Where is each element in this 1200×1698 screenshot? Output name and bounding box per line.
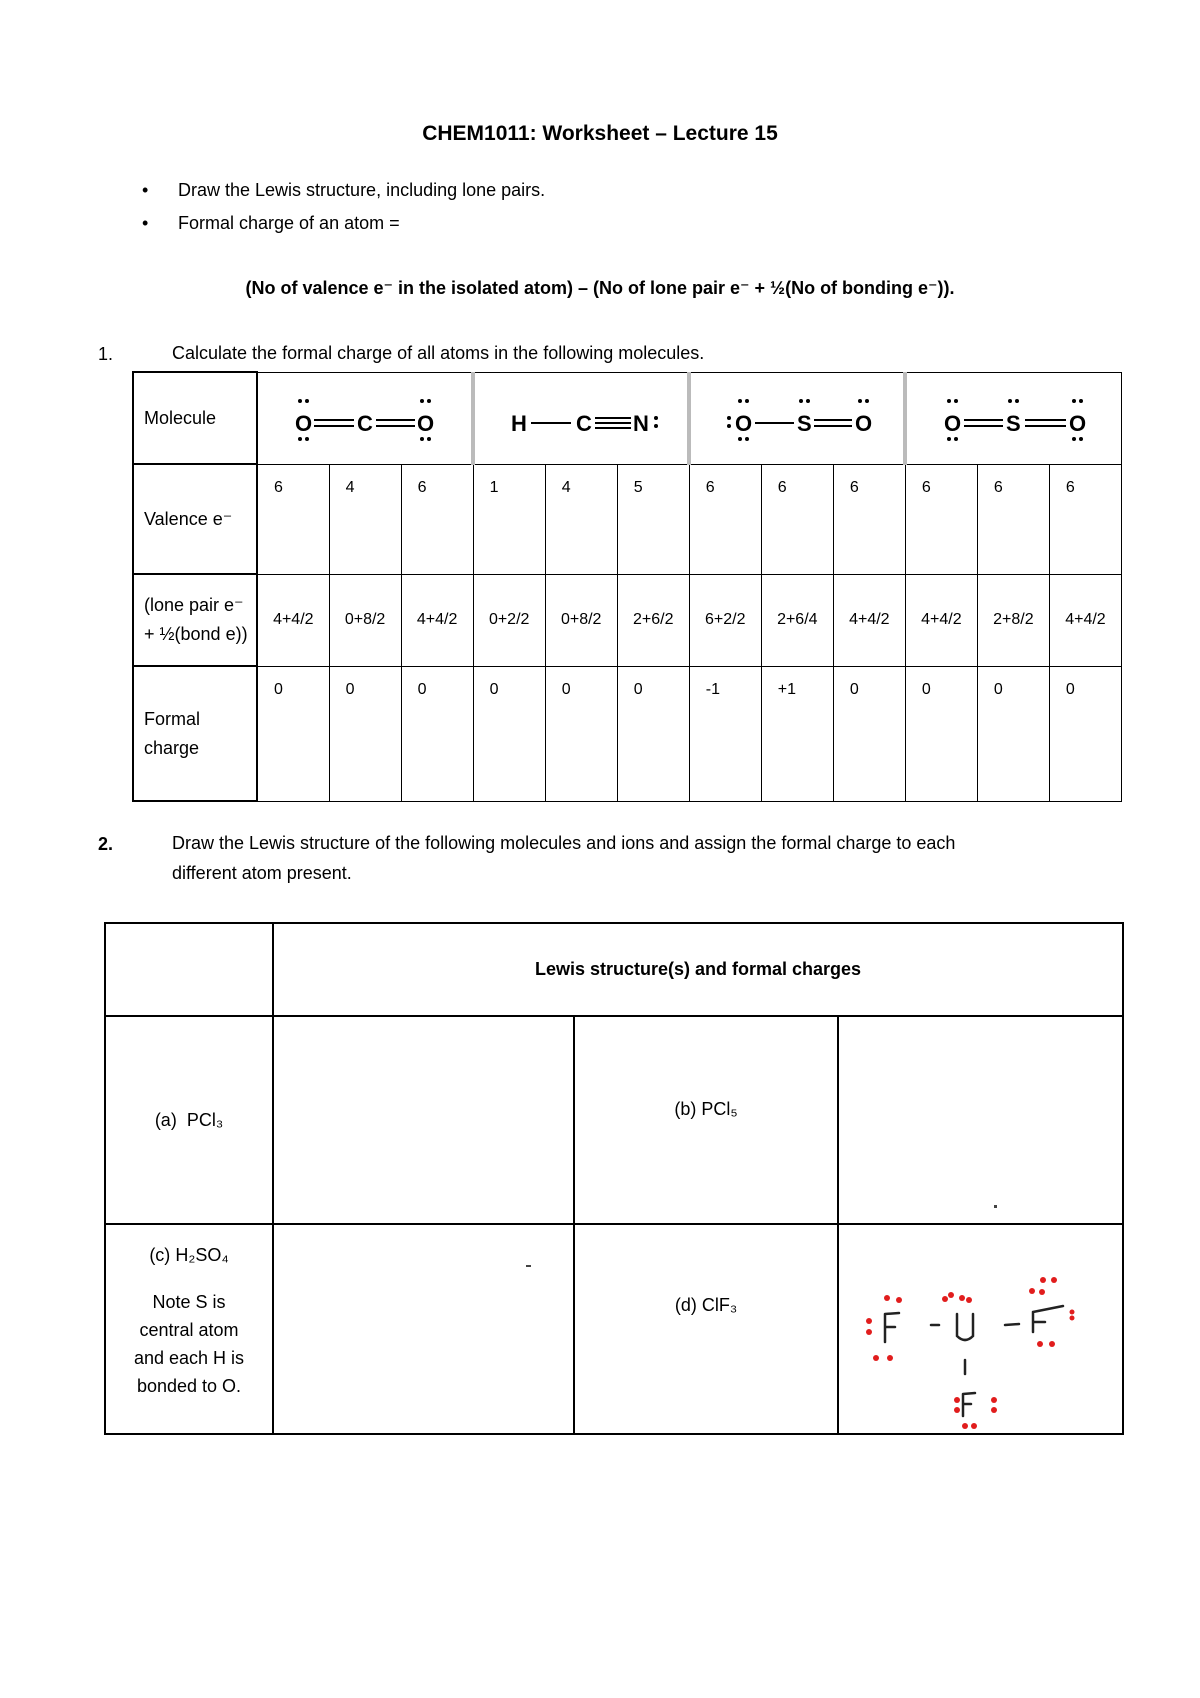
co2-atom-o2: O <box>416 411 434 436</box>
so2b-atom-o2: O <box>1069 411 1087 436</box>
lewis-structures-table <box>104 922 1124 1435</box>
lone-pair-cell: 2+8/2 <box>977 574 1049 666</box>
lone-pair-cell: 0+2/2 <box>473 574 545 666</box>
label-h2so4[interactable] <box>105 1224 273 1434</box>
formal-charge-cell: 0 <box>257 666 329 801</box>
answer-pcl5[interactable] <box>838 1016 1123 1224</box>
valence-cell: 6 <box>689 464 761 574</box>
label-h2so4-prefix: (c) <box>149 1245 171 1265</box>
valence-cell: 4 <box>545 464 617 574</box>
so2a-atom-o1: O <box>735 411 753 436</box>
label-clf3-prefix: (d) <box>674 1295 697 1315</box>
molecule-row <box>133 372 1122 464</box>
label-pcl3-formula: PCl₃ <box>186 1109 224 1130</box>
so2-expanded-structure <box>914 383 1114 453</box>
valence-cell: 6 <box>401 464 473 574</box>
formal-charge-cell: 0 <box>401 666 473 801</box>
co2-atom-o1: O <box>294 411 312 436</box>
lone-pair-cell: 2+6/2 <box>617 574 689 666</box>
page-title: CHEM1011: Worksheet – Lecture 15 <box>422 122 778 145</box>
valence-cell: 6 <box>761 464 833 574</box>
so2b-atom-s: S <box>1006 411 1021 436</box>
label-pcl5-formula: PCl₅ <box>701 1099 738 1119</box>
so2b-atom-o1: O <box>944 411 962 436</box>
so2-resonance-structure <box>697 383 897 453</box>
valence-cell: 6 <box>833 464 905 574</box>
valence-row <box>133 464 1122 574</box>
answer-h2so4[interactable] <box>273 1224 574 1434</box>
stray-mark <box>526 1265 531 1267</box>
formal-charge-cell: 0 <box>329 666 401 801</box>
valence-cell: 6 <box>1049 464 1121 574</box>
blank-corner-cell <box>105 923 273 1016</box>
bullet-marker: • <box>142 180 149 200</box>
molecule-so2-double-double <box>905 372 1121 464</box>
molecule-co2 <box>257 372 473 464</box>
lewis-row-ab <box>105 1016 1123 1224</box>
label-pcl3-prefix: (a) <box>154 1109 177 1130</box>
note-line-2: central atom <box>139 1320 239 1340</box>
lone-pair-cell: 4+4/2 <box>833 574 905 666</box>
formal-charge-cell: 0 <box>833 666 905 801</box>
note-line-1: Note S is <box>152 1292 226 1312</box>
hcn-atom-h: H <box>511 411 528 436</box>
row-header-molecule: Molecule <box>133 372 257 464</box>
bullet-marker: • <box>142 213 149 233</box>
label-h2so4-formula: H₂SO₄ <box>175 1245 229 1265</box>
row-header-formal-charge: Formal charge <box>133 666 257 801</box>
lone-pair-dots <box>866 1277 1075 1429</box>
formal-charge-cell: +1 <box>761 666 833 801</box>
formal-charge-cell: 0 <box>905 666 977 801</box>
label-pcl5[interactable] <box>574 1016 838 1224</box>
formal-charge-cell: 0 <box>545 666 617 801</box>
formal-charge-row <box>133 666 1122 801</box>
lone-pair-cell: 0+8/2 <box>545 574 617 666</box>
valence-cell: 6 <box>905 464 977 574</box>
note-line-4: bonded to O. <box>136 1376 242 1396</box>
note-line-3: and each H is <box>133 1348 245 1368</box>
lone-pair-cell: 4+4/2 <box>905 574 977 666</box>
lone-pair-cell: 2+6/4 <box>761 574 833 666</box>
lone-pair-cell: 4+4/2 <box>1049 574 1121 666</box>
formal-charge-table <box>132 371 1122 802</box>
formal-charge-formula: (No of valence e⁻ in the isolated atom) – (No of lone pair e⁻ + ½(No of bonding e⁻)). <box>245 278 955 298</box>
molecule-so2-single-double <box>689 372 905 464</box>
hcn-structure <box>481 383 681 453</box>
question-2-text-line-2: different atom present. <box>172 863 352 883</box>
molecule-hcn <box>473 372 689 464</box>
so2a-atom-s: S <box>797 411 812 436</box>
formal-charge-cell: 0 <box>977 666 1049 801</box>
question-1-number: 1. <box>98 344 114 364</box>
question-2-text-line-1: Draw the Lewis structure of the following molecules and ions and assign the formal charge to each <box>172 833 956 853</box>
label-clf3-formula: ClF₃ <box>701 1295 738 1315</box>
hcn-atom-n: N <box>633 411 650 436</box>
lone-pair-cell: 4+4/2 <box>401 574 473 666</box>
valence-cell: 4 <box>329 464 401 574</box>
label-pcl3[interactable] <box>105 1016 273 1224</box>
row-header-valence: Valence e⁻ <box>133 464 257 574</box>
formal-charge-cell: 0 <box>473 666 545 801</box>
answer-clf3[interactable] <box>838 1224 1123 1434</box>
bullet-formal-charge: Formal charge of an atom = <box>178 213 400 233</box>
formal-charge-cell: 0 <box>1049 666 1121 801</box>
lewis-header: Lewis structure(s) and formal charges <box>273 923 1123 1016</box>
co2-structure <box>265 383 465 453</box>
valence-cell: 6 <box>257 464 329 574</box>
question-2-number: 2. <box>98 834 114 854</box>
formal-charge-cell: -1 <box>689 666 761 801</box>
lone-pair-cell: 4+4/2 <box>257 574 329 666</box>
clf3-handwritten-drawing <box>839 1226 1124 1432</box>
label-pcl5-prefix: (b) <box>674 1099 697 1119</box>
lewis-row-cd <box>105 1224 1123 1434</box>
answer-pcl3[interactable] <box>273 1016 574 1224</box>
formal-charge-cell: 0 <box>617 666 689 801</box>
co2-atom-c: C <box>356 411 373 436</box>
lone-pair-row <box>133 574 1122 666</box>
bullet-lewis-instruction: Draw the Lewis structure, including lone pairs. <box>178 180 546 200</box>
lone-pair-cell: 6+2/2 <box>689 574 761 666</box>
valence-cell: 5 <box>617 464 689 574</box>
lewis-header-row <box>105 923 1123 1016</box>
hcn-atom-c: C <box>576 411 593 436</box>
question-1-text: Calculate the formal charge of all atoms in the following molecules. <box>172 343 705 363</box>
valence-cell: 1 <box>473 464 545 574</box>
row-header-lone-pair: (lone pair e⁻ + ½(bond e)) <box>133 574 257 666</box>
label-clf3[interactable] <box>574 1224 838 1434</box>
so2a-atom-o2: O <box>855 411 873 436</box>
lone-pair-cell: 0+8/2 <box>329 574 401 666</box>
valence-cell: 6 <box>977 464 1049 574</box>
stray-mark <box>994 1205 997 1208</box>
